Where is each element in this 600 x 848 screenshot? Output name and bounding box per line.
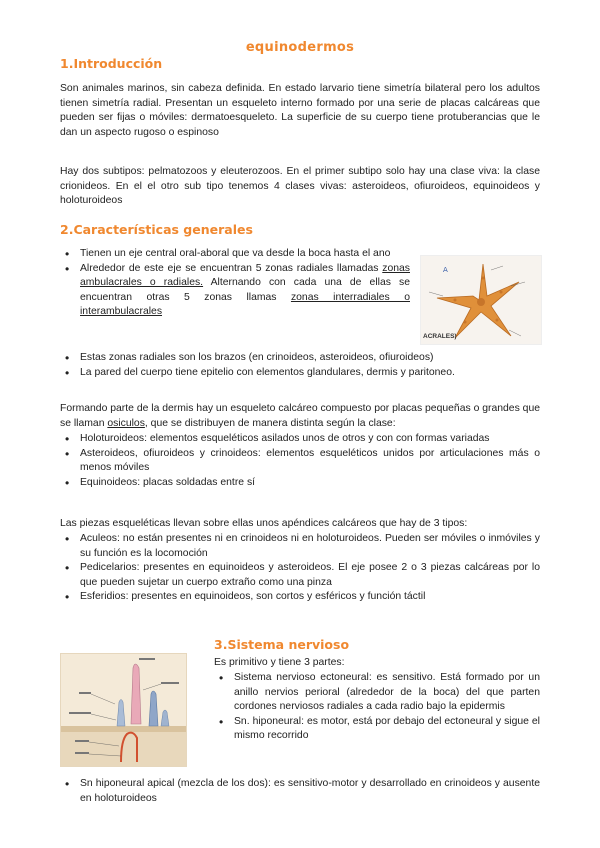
list-item-text: Sn hiponeural apical (mezcla de los dos): es sensitivo-motor y desarrollado en crinoideos y ausente en holoturoideos [80, 778, 540, 804]
list-item-text: Sn. hiponeural: es motor, está por debajo del ectoneural y sigue el mismo recorrido [234, 715, 540, 742]
list-item-text: Estas zonas radiales son los brazos (en crinoideos, asteroideos, ofiuroideos) [80, 352, 434, 363]
nervous-system-figure [60, 653, 187, 767]
section-heading-introduccion: 1.Introducción [60, 56, 163, 71]
intro-paragraph-2: Hay dos subtipos: pelmatozoos y eleuterozoos. En el primer subtipo solo hay una clase viva: la clase crionideos. En el el otro sub tipo tenemos 4 clases vivas: asteroideos, ofiuroideos, equinoideos y holoturoideos [60, 166, 540, 207]
paragraph-text: , que se distribuyen de manera distinta según la clase: [144, 417, 396, 429]
list-item [214, 715, 540, 744]
nervous-intro: Es primitivo y tiene 3 partes: [214, 657, 345, 668]
list-item [60, 351, 540, 366]
list-item [60, 561, 540, 590]
page-title: equinodermos [245, 40, 355, 55]
nervous-list-apical [60, 777, 540, 806]
list-item-text: Holoturoideos: elementos esqueléticos asilados unos de otros y con con formas variadas [80, 433, 490, 444]
list-item [60, 262, 410, 320]
list-item [60, 476, 540, 491]
skeleton-list [60, 432, 540, 490]
section-heading-caracteristicas: 2.Características generales [60, 222, 253, 237]
list-item [60, 366, 540, 381]
section-heading-sistema-nervioso: 3.Sistema nervioso [214, 637, 350, 652]
underlined-term: zonas interradiales o interambulacrales [80, 291, 410, 318]
starfish-illustration [421, 256, 541, 344]
list-item-text: La pared del cuerpo tiene epitelio con elementos glandulares, dermis y paritoneo. [80, 366, 455, 378]
list-item-text: Alternando con cada una de ellas se encuentran otras 5 zonas llamas [80, 277, 410, 303]
svg-text:A: A [443, 266, 448, 274]
list-item [214, 671, 540, 715]
features-list-continued [60, 351, 540, 380]
features-list [60, 247, 410, 320]
appendages-paragraph: Las piezas esqueléticas llevan sobre ellas unos apéndices calcáreos que hay de 3 tipos: [60, 518, 468, 529]
list-item [60, 777, 540, 806]
list-item-text: Tienen un eje central oral-aboral que va desde la boca hasta el ano [80, 248, 391, 259]
paragraph-text: Formando parte de la dermis hay un esqueleto calcáreo compuesto por placas pequeñas o grandes que se llaman [60, 403, 541, 429]
list-item [60, 247, 410, 262]
underlined-term: zonas ambulacrales o radiales. [80, 262, 410, 289]
starfish-figure [420, 255, 542, 345]
list-item [60, 447, 540, 476]
list-item [60, 532, 540, 561]
list-item-text: Sistema nervioso ectoneural: es sensitivo. Está formado por un anillo nervios perioral (alrededor de la boca) del que parten cordones nerviosos radiales a cada radio bajo la epidermis [234, 672, 540, 713]
dermis-paragraph [60, 402, 540, 431]
underlined-term: osiculos [107, 417, 145, 429]
list-item-text: Equinoideos: placas soldadas entre sí [80, 476, 256, 488]
intro-paragraph-1: Son animales marinos, sin cabeza definida. En estado larvario tiene simetría bilateral pero los adultos tienen simetría radial. Presentan un esqueleto interno formado por una serie de placas calcáreas que pueden ser fijas o móviles: dermatoesqueleto. La superficie de su cuerpo tiene protuberancias que le dan un aspecto rugoso o espinoso [60, 83, 540, 138]
appendages-list [60, 532, 540, 605]
list-item-text: Asteroideos, ofiuroideos y crinoideos: elementos esqueléticos unidos por articulaciones más o menos móviles [80, 447, 540, 474]
nervous-system-illustration [61, 654, 186, 766]
list-item-text: Alrededor de este eje se encuentran 5 zonas radiales llamadas [80, 262, 383, 274]
list-item-text: Pedicelarios: presentes en equinoideos y asteroideos. El eje posee 2 o 3 piezas calcáreas por lo que pueden sujetar un cuerpo extraño como una pinza [80, 562, 540, 588]
list-item [60, 590, 540, 605]
list-item-text: Esferidios: presentes en equinoideos, son cortos y esféricos y función táctil [80, 591, 426, 603]
list-item-text: Aculeos: no están presentes ni en crinoideos ni en holoturoideos. Pueden ser móviles o inmóviles y su función es la locomoción [80, 533, 540, 559]
list-item [60, 432, 540, 447]
figure-caption: ACRALES) [423, 333, 457, 340]
nervous-list [214, 671, 540, 744]
